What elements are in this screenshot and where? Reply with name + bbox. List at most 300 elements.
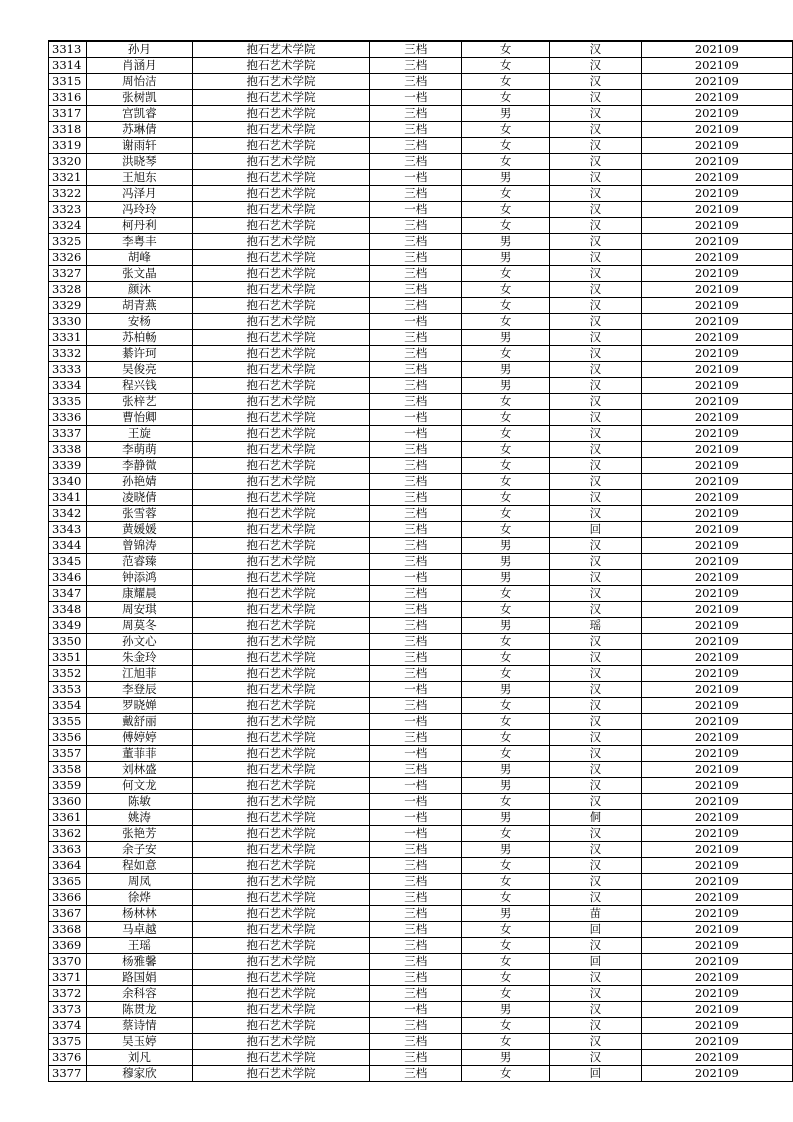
cell-college: 抱石艺术学院 [192,938,369,954]
cell-name: 刘凡 [86,1050,192,1066]
cell-ethnicity: 汉 [550,378,642,394]
cell-grade: 三档 [370,730,462,746]
cell-id: 3313 [49,41,87,58]
table-row [49,474,793,490]
cell-batch: 202109 [641,490,792,506]
cell-ethnicity: 汉 [550,266,642,282]
cell-ethnicity: 汉 [550,858,642,874]
cell-gender: 女 [462,186,550,202]
cell-ethnicity: 汉 [550,58,642,74]
cell-gender: 男 [462,362,550,378]
cell-college: 抱石艺术学院 [192,106,369,122]
cell-gender: 女 [462,90,550,106]
table-row [49,1066,793,1082]
cell-college: 抱石艺术学院 [192,90,369,106]
cell-id: 3337 [49,426,87,442]
cell-id: 3338 [49,442,87,458]
student-table [48,40,793,1082]
cell-id: 3344 [49,538,87,554]
table-row [49,218,793,234]
cell-name: 张文晶 [86,266,192,282]
cell-id: 3327 [49,266,87,282]
cell-ethnicity: 汉 [550,218,642,234]
cell-batch: 202109 [641,298,792,314]
cell-id: 3335 [49,394,87,410]
cell-gender: 男 [462,906,550,922]
cell-ethnicity: 汉 [550,410,642,426]
cell-grade: 三档 [370,490,462,506]
cell-gender: 女 [462,826,550,842]
cell-ethnicity: 汉 [550,314,642,330]
cell-college: 抱石艺术学院 [192,554,369,570]
cell-college: 抱石艺术学院 [192,730,369,746]
cell-batch: 202109 [641,618,792,634]
cell-id: 3377 [49,1066,87,1082]
cell-ethnicity: 侗 [550,810,642,826]
cell-name: 傅婷婷 [86,730,192,746]
cell-ethnicity: 回 [550,1066,642,1082]
cell-id: 3320 [49,154,87,170]
table-row [49,1034,793,1050]
table-row [49,922,793,938]
cell-college: 抱石艺术学院 [192,602,369,618]
cell-grade: 三档 [370,138,462,154]
cell-id: 3315 [49,74,87,90]
cell-college: 抱石艺术学院 [192,970,369,986]
table-body [49,41,793,1082]
cell-college: 抱石艺术学院 [192,1002,369,1018]
cell-batch: 202109 [641,74,792,90]
table-row [49,426,793,442]
cell-grade: 三档 [370,650,462,666]
cell-grade: 三档 [370,634,462,650]
cell-id: 3356 [49,730,87,746]
cell-ethnicity: 汉 [550,794,642,810]
cell-batch: 202109 [641,842,792,858]
cell-college: 抱石艺术学院 [192,490,369,506]
cell-id: 3350 [49,634,87,650]
cell-id: 3342 [49,506,87,522]
table-row [49,234,793,250]
cell-name: 杨雅馨 [86,954,192,970]
cell-id: 3339 [49,458,87,474]
cell-batch: 202109 [641,170,792,186]
cell-ethnicity: 汉 [550,170,642,186]
table-row [49,794,793,810]
cell-gender: 男 [462,618,550,634]
cell-name: 穆家欣 [86,1066,192,1082]
cell-ethnicity: 汉 [550,602,642,618]
cell-name: 刘林盛 [86,762,192,778]
cell-college: 抱石艺术学院 [192,442,369,458]
cell-college: 抱石艺术学院 [192,330,369,346]
cell-ethnicity: 汉 [550,762,642,778]
cell-gender: 女 [462,426,550,442]
cell-id: 3349 [49,618,87,634]
cell-grade: 一档 [370,826,462,842]
cell-grade: 三档 [370,234,462,250]
cell-college: 抱石艺术学院 [192,186,369,202]
cell-ethnicity: 汉 [550,362,642,378]
cell-grade: 三档 [370,1050,462,1066]
cell-college: 抱石艺术学院 [192,282,369,298]
table-row [49,122,793,138]
cell-gender: 女 [462,890,550,906]
cell-batch: 202109 [641,650,792,666]
table-row [49,298,793,314]
table-row [49,938,793,954]
table-row [49,762,793,778]
cell-grade: 三档 [370,186,462,202]
cell-batch: 202109 [641,778,792,794]
cell-name: 张树凯 [86,90,192,106]
cell-grade: 三档 [370,522,462,538]
cell-college: 抱石艺术学院 [192,506,369,522]
cell-grade: 三档 [370,954,462,970]
table-row [49,378,793,394]
cell-gender: 女 [462,74,550,90]
table-row [49,58,793,74]
table-row [49,826,793,842]
cell-ethnicity: 汉 [550,458,642,474]
cell-college: 抱石艺术学院 [192,890,369,906]
cell-grade: 一档 [370,794,462,810]
cell-id: 3363 [49,842,87,858]
cell-college: 抱石艺术学院 [192,122,369,138]
cell-id: 3357 [49,746,87,762]
table-row [49,874,793,890]
cell-name: 周莫冬 [86,618,192,634]
cell-id: 3353 [49,682,87,698]
cell-grade: 一档 [370,1002,462,1018]
cell-gender: 女 [462,314,550,330]
cell-id: 3361 [49,810,87,826]
cell-id: 3331 [49,330,87,346]
cell-grade: 三档 [370,506,462,522]
cell-name: 余子安 [86,842,192,858]
cell-college: 抱石艺术学院 [192,474,369,490]
cell-name: 王旭东 [86,170,192,186]
cell-id: 3322 [49,186,87,202]
cell-ethnicity: 汉 [550,890,642,906]
cell-college: 抱石艺术学院 [192,458,369,474]
cell-name: 苏柏畅 [86,330,192,346]
cell-grade: 三档 [370,586,462,602]
cell-batch: 202109 [641,794,792,810]
cell-ethnicity: 汉 [550,682,642,698]
cell-college: 抱石艺术学院 [192,202,369,218]
cell-gender: 女 [462,858,550,874]
cell-grade: 三档 [370,74,462,90]
cell-id: 3376 [49,1050,87,1066]
cell-batch: 202109 [641,586,792,602]
cell-grade: 三档 [370,330,462,346]
cell-id: 3362 [49,826,87,842]
cell-grade: 三档 [370,442,462,458]
cell-batch: 202109 [641,746,792,762]
cell-gender: 女 [462,666,550,682]
cell-gender: 女 [462,58,550,74]
table-row [49,810,793,826]
cell-ethnicity: 汉 [550,554,642,570]
cell-batch: 202109 [641,858,792,874]
cell-gender: 男 [462,330,550,346]
cell-grade: 三档 [370,618,462,634]
cell-batch: 202109 [641,234,792,250]
cell-ethnicity: 汉 [550,74,642,90]
cell-id: 3360 [49,794,87,810]
cell-gender: 女 [462,522,550,538]
cell-college: 抱石艺术学院 [192,762,369,778]
cell-gender: 男 [462,170,550,186]
cell-id: 3371 [49,970,87,986]
cell-name: 朱金玲 [86,650,192,666]
cell-college: 抱石艺术学院 [192,698,369,714]
cell-gender: 女 [462,874,550,890]
cell-grade: 三档 [370,154,462,170]
cell-grade: 三档 [370,41,462,58]
cell-id: 3374 [49,1018,87,1034]
table-row [49,506,793,522]
cell-gender: 女 [462,282,550,298]
cell-batch: 202109 [641,282,792,298]
cell-college: 抱石艺术学院 [192,586,369,602]
cell-id: 3330 [49,314,87,330]
cell-name: 宫凯睿 [86,106,192,122]
cell-grade: 三档 [370,282,462,298]
table-row [49,970,793,986]
cell-gender: 女 [462,634,550,650]
table-row [49,858,793,874]
cell-college: 抱石艺术学院 [192,922,369,938]
cell-batch: 202109 [641,906,792,922]
cell-batch: 202109 [641,922,792,938]
cell-name: 姚涛 [86,810,192,826]
cell-name: 洪晓琴 [86,154,192,170]
cell-batch: 202109 [641,1002,792,1018]
cell-name: 李粤丰 [86,234,192,250]
cell-id: 3367 [49,906,87,922]
cell-batch: 202109 [641,986,792,1002]
cell-college: 抱石艺术学院 [192,250,369,266]
cell-id: 3314 [49,58,87,74]
cell-batch: 202109 [641,250,792,266]
cell-gender: 男 [462,1050,550,1066]
cell-gender: 女 [462,794,550,810]
cell-grade: 三档 [370,378,462,394]
cell-ethnicity: 汉 [550,138,642,154]
table-row [49,1050,793,1066]
cell-batch: 202109 [641,1034,792,1050]
cell-ethnicity: 汉 [550,586,642,602]
cell-name: 江旭菲 [86,666,192,682]
cell-name: 李静微 [86,458,192,474]
table-row [49,170,793,186]
cell-batch: 202109 [641,410,792,426]
table-row [49,330,793,346]
cell-college: 抱石艺术学院 [192,298,369,314]
cell-gender: 女 [462,938,550,954]
cell-college: 抱石艺术学院 [192,266,369,282]
cell-ethnicity: 汉 [550,394,642,410]
cell-college: 抱石艺术学院 [192,410,369,426]
cell-grade: 三档 [370,906,462,922]
cell-ethnicity: 汉 [550,122,642,138]
cell-id: 3355 [49,714,87,730]
cell-batch: 202109 [641,394,792,410]
cell-college: 抱石艺术学院 [192,378,369,394]
cell-id: 3375 [49,1034,87,1050]
cell-gender: 男 [462,234,550,250]
cell-grade: 三档 [370,122,462,138]
cell-ethnicity: 回 [550,922,642,938]
table-row [49,650,793,666]
cell-batch: 202109 [641,458,792,474]
cell-name: 颜沐 [86,282,192,298]
cell-grade: 三档 [370,874,462,890]
cell-gender: 女 [462,970,550,986]
cell-grade: 一档 [370,90,462,106]
cell-gender: 男 [462,1002,550,1018]
cell-batch: 202109 [641,762,792,778]
cell-grade: 三档 [370,394,462,410]
cell-batch: 202109 [641,378,792,394]
cell-grade: 三档 [370,970,462,986]
cell-batch: 202109 [641,522,792,538]
cell-name: 肖涵月 [86,58,192,74]
table-row [49,986,793,1002]
cell-id: 3329 [49,298,87,314]
cell-gender: 女 [462,1034,550,1050]
cell-gender: 女 [462,474,550,490]
table-row [49,266,793,282]
cell-name: 罗晓婵 [86,698,192,714]
table-row [49,90,793,106]
cell-id: 3365 [49,874,87,890]
cell-gender: 女 [462,586,550,602]
cell-grade: 三档 [370,858,462,874]
cell-id: 3341 [49,490,87,506]
cell-id: 3366 [49,890,87,906]
cell-batch: 202109 [641,58,792,74]
table-row [49,250,793,266]
cell-ethnicity: 汉 [550,746,642,762]
cell-batch: 202109 [641,154,792,170]
cell-gender: 女 [462,218,550,234]
cell-gender: 女 [462,154,550,170]
cell-gender: 女 [462,730,550,746]
cell-name: 冯泽月 [86,186,192,202]
cell-name: 范睿臻 [86,554,192,570]
cell-ethnicity: 汉 [550,1050,642,1066]
cell-grade: 三档 [370,842,462,858]
cell-name: 綦许珂 [86,346,192,362]
cell-id: 3340 [49,474,87,490]
cell-id: 3324 [49,218,87,234]
table-row [49,458,793,474]
cell-gender: 男 [462,842,550,858]
cell-gender: 男 [462,762,550,778]
cell-gender: 男 [462,538,550,554]
cell-id: 3317 [49,106,87,122]
cell-college: 抱石艺术学院 [192,394,369,410]
cell-grade: 三档 [370,362,462,378]
cell-grade: 三档 [370,298,462,314]
cell-name: 马卓越 [86,922,192,938]
cell-batch: 202109 [641,890,792,906]
cell-gender: 女 [462,698,550,714]
table-row [49,522,793,538]
cell-name: 何文龙 [86,778,192,794]
table-row [49,442,793,458]
cell-batch: 202109 [641,506,792,522]
cell-batch: 202109 [641,1050,792,1066]
cell-grade: 一档 [370,746,462,762]
cell-ethnicity: 汉 [550,106,642,122]
table-row [49,746,793,762]
cell-id: 3372 [49,986,87,1002]
table-row [49,842,793,858]
cell-gender: 男 [462,682,550,698]
cell-name: 陈贯龙 [86,1002,192,1018]
cell-college: 抱石艺术学院 [192,138,369,154]
cell-college: 抱石艺术学院 [192,218,369,234]
table-row [49,906,793,922]
cell-college: 抱石艺术学院 [192,810,369,826]
cell-name: 张雪蓉 [86,506,192,522]
cell-grade: 一档 [370,714,462,730]
cell-grade: 三档 [370,1034,462,1050]
cell-college: 抱石艺术学院 [192,154,369,170]
cell-id: 3345 [49,554,87,570]
cell-college: 抱石艺术学院 [192,906,369,922]
cell-ethnicity: 瑶 [550,618,642,634]
cell-id: 3364 [49,858,87,874]
cell-college: 抱石艺术学院 [192,634,369,650]
cell-batch: 202109 [641,186,792,202]
cell-batch: 202109 [641,938,792,954]
cell-name: 曹怡卿 [86,410,192,426]
cell-name: 蔡诗情 [86,1018,192,1034]
cell-name: 李萌萌 [86,442,192,458]
cell-name: 康耀晨 [86,586,192,602]
cell-ethnicity: 汉 [550,250,642,266]
table-row [49,74,793,90]
cell-id: 3354 [49,698,87,714]
cell-gender: 女 [462,442,550,458]
cell-gender: 男 [462,554,550,570]
cell-ethnicity: 汉 [550,826,642,842]
cell-name: 柯丹利 [86,218,192,234]
cell-name: 程如意 [86,858,192,874]
cell-ethnicity: 汉 [550,970,642,986]
cell-college: 抱石艺术学院 [192,682,369,698]
cell-college: 抱石艺术学院 [192,41,369,58]
table-row [49,586,793,602]
cell-name: 王瑶 [86,938,192,954]
cell-gender: 女 [462,602,550,618]
cell-ethnicity: 回 [550,954,642,970]
cell-grade: 三档 [370,458,462,474]
cell-ethnicity: 汉 [550,186,642,202]
cell-college: 抱石艺术学院 [192,426,369,442]
cell-batch: 202109 [641,202,792,218]
cell-grade: 三档 [370,474,462,490]
cell-college: 抱石艺术学院 [192,1018,369,1034]
cell-gender: 女 [462,1018,550,1034]
cell-grade: 三档 [370,554,462,570]
cell-college: 抱石艺术学院 [192,1066,369,1082]
